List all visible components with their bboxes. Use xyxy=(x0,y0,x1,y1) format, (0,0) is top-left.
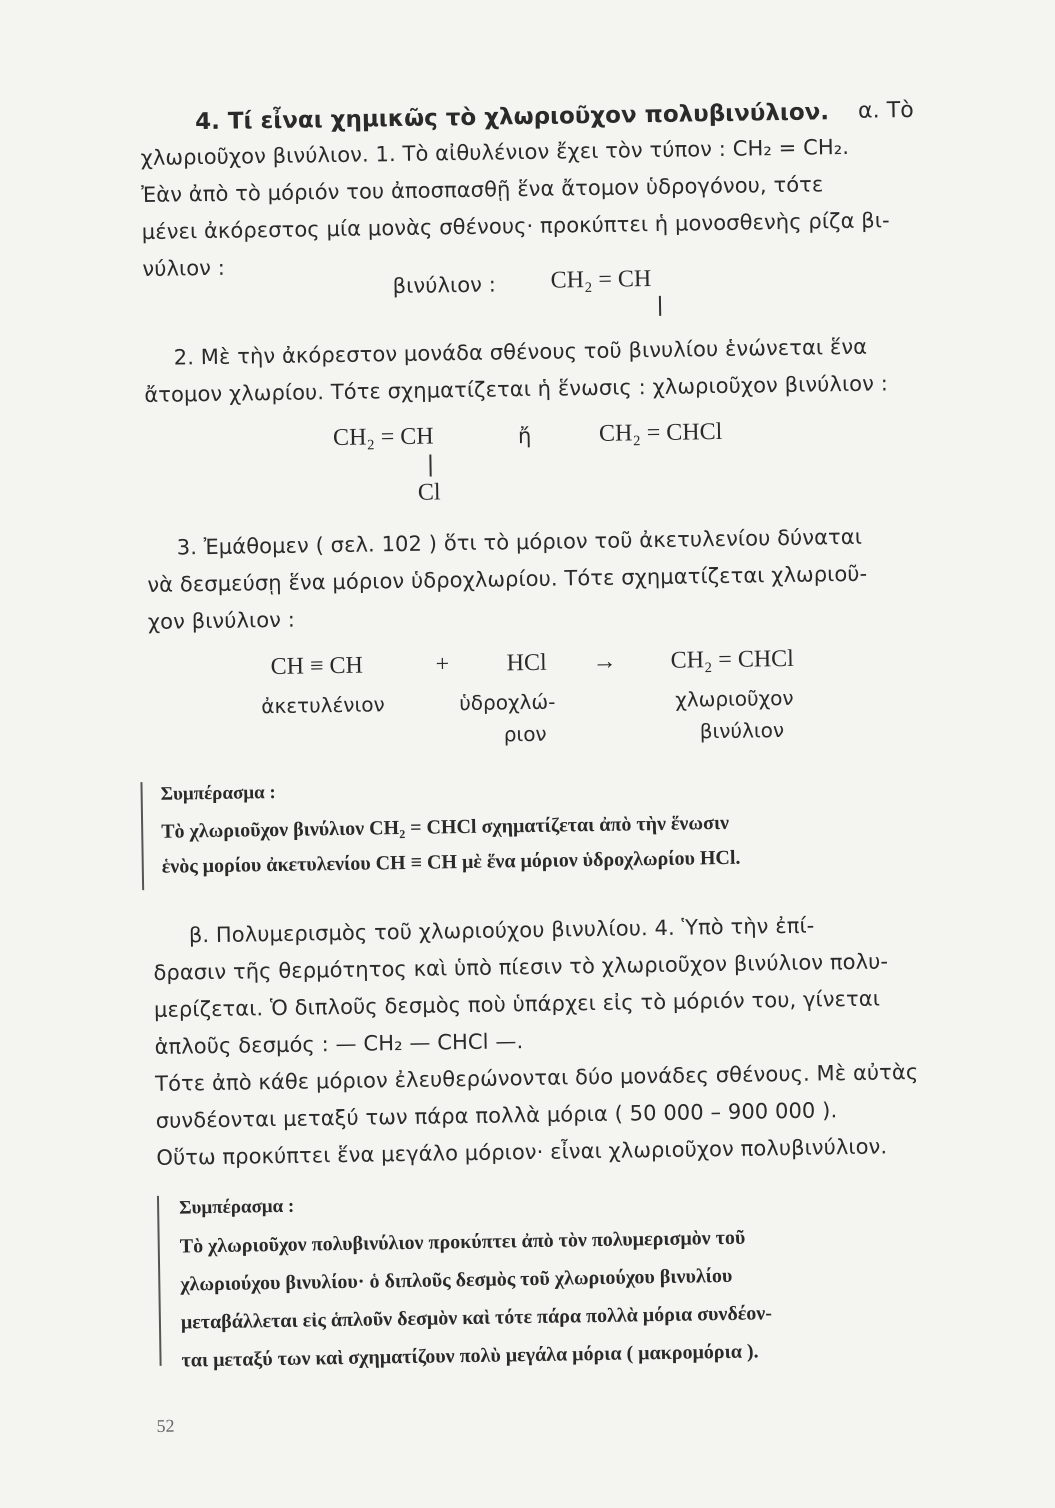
para1-line4: νύλιον : xyxy=(142,255,226,282)
page-number: 52 xyxy=(156,1415,175,1436)
para4-line3: μερίζεται. Ὁ διπλοῦς δεσμὸς ποὺ ὑπάρχει εἰς τὸ μόριόν του, γίνεται xyxy=(153,986,881,1022)
para4-line4: ἁπλοῦς δεσμός : — CH₂ — CHCl —. xyxy=(154,1029,524,1059)
conclusion2-line3: μεταβάλλεται εἰς ἁπλοῦν δεσμὸν καὶ τότε πάρα πολλὰ μόρια συνδέον- xyxy=(180,1302,773,1334)
conclusion1-title: Συμπέρασμα : xyxy=(160,781,276,805)
product-vinyl-chloride: CH₂ = CHCl xyxy=(670,645,795,674)
para3-line3: χον βινύλιον : xyxy=(147,607,296,634)
para4-line2: δρασιν τῆς θερμότητος καὶ ὑπὸ πίεσιν τὸ χλωριοῦχον βινύλιον πολυ- xyxy=(153,949,889,985)
para2-line2: ἄτομον χλωρίου. Τότε σχηματίζεται ἡ ἕνωσις : χλωριοῦχον βινύλιον : xyxy=(144,371,889,408)
para1-line3: μένει ἀκόρεστος μία μονὰς σθένους· προκύπτει ἡ μονοσθενὴς ρίζα βι- xyxy=(141,208,890,245)
chlorine-bond-line xyxy=(429,455,431,477)
conclusion2-side-bar xyxy=(157,1196,162,1366)
vinyl-formula: CH₂ = CH xyxy=(550,266,652,294)
chlorine-substituent: Cl xyxy=(417,479,441,506)
product-name-part2: βινύλιον xyxy=(699,718,785,744)
hcl-name-part2: ριον xyxy=(503,721,547,747)
vinyl-chloride-formula-right: CH₂ = CHCl xyxy=(598,418,723,447)
section-heading: 4. Τί εἶναι χημικῶς τὸ χλωριοῦχον πολυβινύλιον. xyxy=(194,99,830,136)
conclusion1-line2: ἑνὸς μορίου ἀκετυλενίου CH ≡ CH μὲ ἕνα μόριον ὑδροχλωρίου HCl. xyxy=(161,846,741,878)
subsection-a-label: α. Τὸ xyxy=(857,97,915,124)
acetylene-name: ἀκετυλένιον xyxy=(261,692,385,719)
para2-line1: 2. Μὲ τὴν ἀκόρεστον μονάδα σθένους τοῦ βινυλίου ἑνώνεται ἕνα xyxy=(173,334,868,370)
conclusion2-line4: ται μεταξύ των καὶ σχηματίζουν πολὺ μεγάλα μόρια ( μακρομόρια ). xyxy=(181,1340,759,1372)
conclusion2-line1: Τὸ χλωριοῦχον πολυβινύλιον προκύπτει ἀπὸ τὸν πολυμερισμὸν τοῦ xyxy=(179,1226,746,1258)
reactant-acetylene: CH ≡ CH xyxy=(270,652,364,681)
reactant-hcl: HCl xyxy=(506,649,547,677)
conclusion2-line2: χλωριούχου βινυλίου· ὁ διπλοῦς δεσμὸς τοῦ χλωριούχου βινυλίου xyxy=(180,1264,733,1296)
plus-sign: + xyxy=(435,651,450,678)
para3-line1: 3. Ἐμάθομεν ( σελ. 102 ) ὅτι τὸ μόριον τοῦ ἀκετυλενίου δύναται xyxy=(176,524,863,560)
vinyl-formula-label: βινύλιον : xyxy=(392,272,497,299)
or-word: ἤ xyxy=(517,423,532,449)
hcl-name-part1: ὑδροχλώ- xyxy=(459,689,556,716)
para3-line2: νὰ δεσμεύσῃ ἕνα μόριον ὑδροχλωρίου. Τότε σχηματίζεται χλωριοῦ- xyxy=(147,561,868,597)
para1-line1: χλωριοῦχον βινύλιον. 1. Τὸ αἰθυλένιον ἔχει τὸν τύπον : CH₂ = CH₂. xyxy=(140,134,850,171)
conclusion1-line1: Τὸ χλωριοῦχον βινύλιον CH₂ = CHCl σχηματίζεται ἀπὸ τὴν ἕνωσιν xyxy=(161,811,730,843)
vinyl-free-bond-line xyxy=(659,296,661,316)
para4-line6: συνδέονται μεταξύ των πάρα πολλὰ μόρια ( 50 000 – 900 000 ). xyxy=(155,1098,838,1133)
conclusion2-title: Συμπέρασμα : xyxy=(178,1195,295,1219)
conclusion1-side-bar xyxy=(140,782,144,890)
reaction-arrow: → xyxy=(592,648,617,676)
para4-line7: Οὕτω προκύπτει ἕνα μεγάλο μόριον· εἶναι χλωριοῦχον πολυβινύλιον. xyxy=(156,1134,888,1170)
para4-line1: β. Πολυμερισμὸς τοῦ χλωριούχου βινυλίου. 4. Ὑπὸ τὴν ἐπί- xyxy=(188,913,815,948)
product-name-part1: χλωριοῦχον xyxy=(675,685,794,712)
para1-line2: Ἐὰν ἀπὸ τὸ μόριόν του ἀποσπασθῇ ἕνα ἄτομον ὑδρογόνου, τότε xyxy=(141,172,824,208)
para4-line5: Τότε ἀπὸ κάθε μόριον ἐλευθερώνονται δύο μονάδες σθένους. Μὲ αὐτὰς xyxy=(155,1059,919,1096)
vinyl-chloride-formula-left: CH₂ = CH xyxy=(332,423,434,452)
